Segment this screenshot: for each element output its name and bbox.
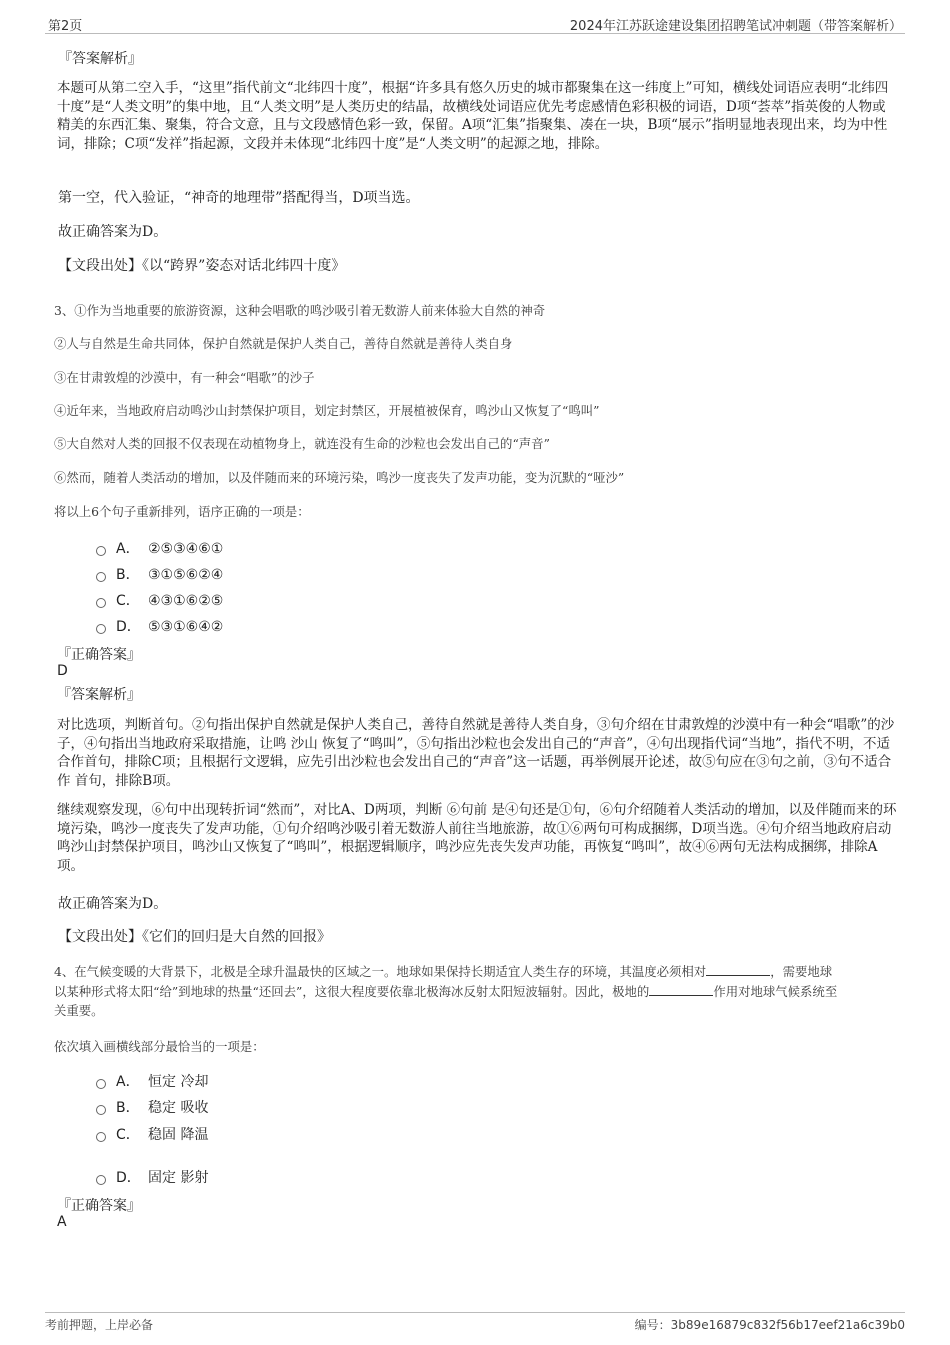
q4-answer-label: 『正确答案』	[57, 1198, 141, 1214]
radio-icon[interactable]	[96, 598, 106, 608]
radio-icon[interactable]	[96, 572, 106, 582]
radio-icon[interactable]	[96, 1079, 106, 1089]
fill-blank-1	[706, 963, 770, 976]
q3-sentence-6: ⑥然而，随着人类活动的增加，以及伴随而来的环境污染，鸣沙一度丧失了发声功能，变为沉默的“哑沙”	[54, 470, 625, 485]
radio-icon[interactable]	[96, 1105, 106, 1115]
document-code: 编号：3b89e16879c832f56b17eef21a6c39b0	[634, 1318, 905, 1332]
q4-option-d[interactable]: D． 固定 影射	[96, 1167, 208, 1187]
q3-option-a[interactable]: A． ②⑤③④⑥①	[96, 538, 223, 558]
q3-sentence-5: ⑤大自然对人类的回报不仅表现在动植物身上，就连没有生命的沙粒也会发出自己的“声音”	[54, 436, 550, 451]
q3-option-b[interactable]: B． ③①⑤⑥②④	[96, 564, 223, 584]
fill-blank-2	[649, 983, 713, 996]
q3-option-c[interactable]: C． ④③①⑥②⑤	[96, 590, 223, 610]
q3-sentence-1: 3、①作为当地重要的旅游资源，这种会唱歌的鸣沙吸引着无数游人前来体验大自然的神奇	[54, 303, 546, 318]
page-header	[45, 13, 905, 34]
radio-icon[interactable]	[96, 624, 106, 634]
q2-analysis-paragraph-2: 第一空，代入验证，“神奇的地理带”搭配得当，D项当选。	[58, 190, 420, 206]
q4-answer: A	[57, 1214, 67, 1230]
q2-conclusion: 故正确答案为D。	[58, 224, 168, 240]
q3-answer: D	[57, 663, 68, 679]
q2-analysis-label: 『答案解析』	[58, 51, 142, 67]
radio-icon[interactable]	[96, 546, 106, 556]
q3-prompt: 将以上6个句子重新排列，语序正确的一项是：	[54, 504, 310, 519]
q4-prompt: 依次填入画横线部分最恰当的一项是：	[54, 1039, 265, 1054]
document-title: 2024年江苏跃途建设集团招聘笔试冲刺题（带答案解析）	[569, 19, 902, 34]
q4-option-b[interactable]: B． 稳定 吸收	[96, 1097, 208, 1117]
page-number: 第2页	[48, 19, 83, 34]
footer-slogan: 考前押题，上岸必备	[45, 1318, 154, 1332]
q3-sentence-4: ④近年来，当地政府启动鸣沙山封禁保护项目，划定封禁区，开展植被保育，鸣沙山又恢复了“鸣叫”	[54, 403, 600, 418]
q4-option-a[interactable]: A． 恒定 冷却	[96, 1071, 208, 1091]
q4-option-c[interactable]: C． 稳固 降温	[96, 1124, 208, 1144]
q3-sentence-2: ②人与自然是生命共同体，保护自然就是保护人类自己，善待自然就是善待人类自身	[54, 336, 513, 351]
q3-sentence-3: ③在甘肃敦煌的沙漠中，有一种会“唱歌”的沙子	[54, 370, 315, 385]
page-footer	[45, 1312, 905, 1333]
q3-option-d[interactable]: D． ⑤③①⑥④②	[96, 616, 223, 636]
q3-analysis-paragraph-1: 对比选项，判断首句。②句指出保护自然就是保护人类自己，善待自然就是善待人类自身，③句介绍在甘肃敦煌的沙漠中有一种会“唱歌”的沙子，④句指出当地政府采取措施，让鸣 沙山 恢复了“鸣叫”，⑤句指出沙粒也会发出自己的“声音”，④句出现指代词“当地”，指代不明，不适合作首句，排除C项；且根据行文逻辑，应先引出沙粒也会发出自己的“声音”这一话题，再举例展开论述，故⑤句应在③句之前，③句不适合 作 首句，排除B项。	[57, 717, 895, 789]
q2-analysis-paragraph-1: 本题可从第二空入手，“这里”指代前文“北纬四十度”，根据“许多具有悠久历史的城市都聚集在这一纬度上”可知，横线处词语应表明“北纬四十度”是“人类文明”的集中地，且“人类文明”是人类历史的结晶，故横线处词语应优先考虑感情色彩积极的词语，D项“荟萃”指英俊的人物或精美的东西汇集、聚集，符合文意，且与文段感情色彩一致，保留。A项“汇集”指聚集、凑在一块，B项“展示”指明显地表现出来，均为中性词，排除；C项“发祥”指起源，文段并未体现“北纬四十度”是“人类文明”的起源之地，排除。	[57, 80, 889, 152]
q4-stem-line-1: 4、在气候变暖的大背景下，北极是全球升温最快的区域之一。地球如果保持长期适宜人类生存的环境，其温度必须相对 ，需要地球	[54, 964, 833, 979]
q4-stem-line-2: 以某种形式将太阳“给”到地球的热量“还回去”，这很大程度要依靠北极海冰反射太阳短波辐射。因此，极地的 作用对地球气候系统至	[54, 984, 838, 999]
q3-analysis-label: 『答案解析』	[57, 687, 141, 703]
q3-conclusion: 故正确答案为D。	[58, 896, 168, 912]
radio-icon[interactable]	[96, 1132, 106, 1142]
q3-source: 【文段出处】《它们的回归是大自然的回报》	[58, 929, 331, 945]
q2-source: 【文段出处】《以“跨界”姿态对话北纬四十度》	[58, 258, 346, 274]
q3-analysis-paragraph-2: 继续观察发现，⑥句中出现转折词“然而”，对比A、D两项，判断 ⑥句前 是④句还是①句，⑥句介绍随着人类活动的增加，以及伴随而来的环境污染，鸣沙一度丧失了发声功能，①句介绍鸣沙吸引着无数游人前往当地旅游，故①⑥两句可构成捆绑，D项当选。④句介绍当地政府启动鸣沙山封禁保护项目，鸣沙山又恢复了“鸣叫”，根据逻辑顺序，鸣沙应先丧失发声功能，再恢复“鸣叫”，故④⑥两句无法构成捆绑，排除A项。	[57, 802, 897, 874]
q3-answer-label: 『正确答案』	[57, 647, 141, 663]
q4-stem-line-3: 关重要。	[54, 1003, 104, 1018]
radio-icon[interactable]	[96, 1175, 106, 1185]
